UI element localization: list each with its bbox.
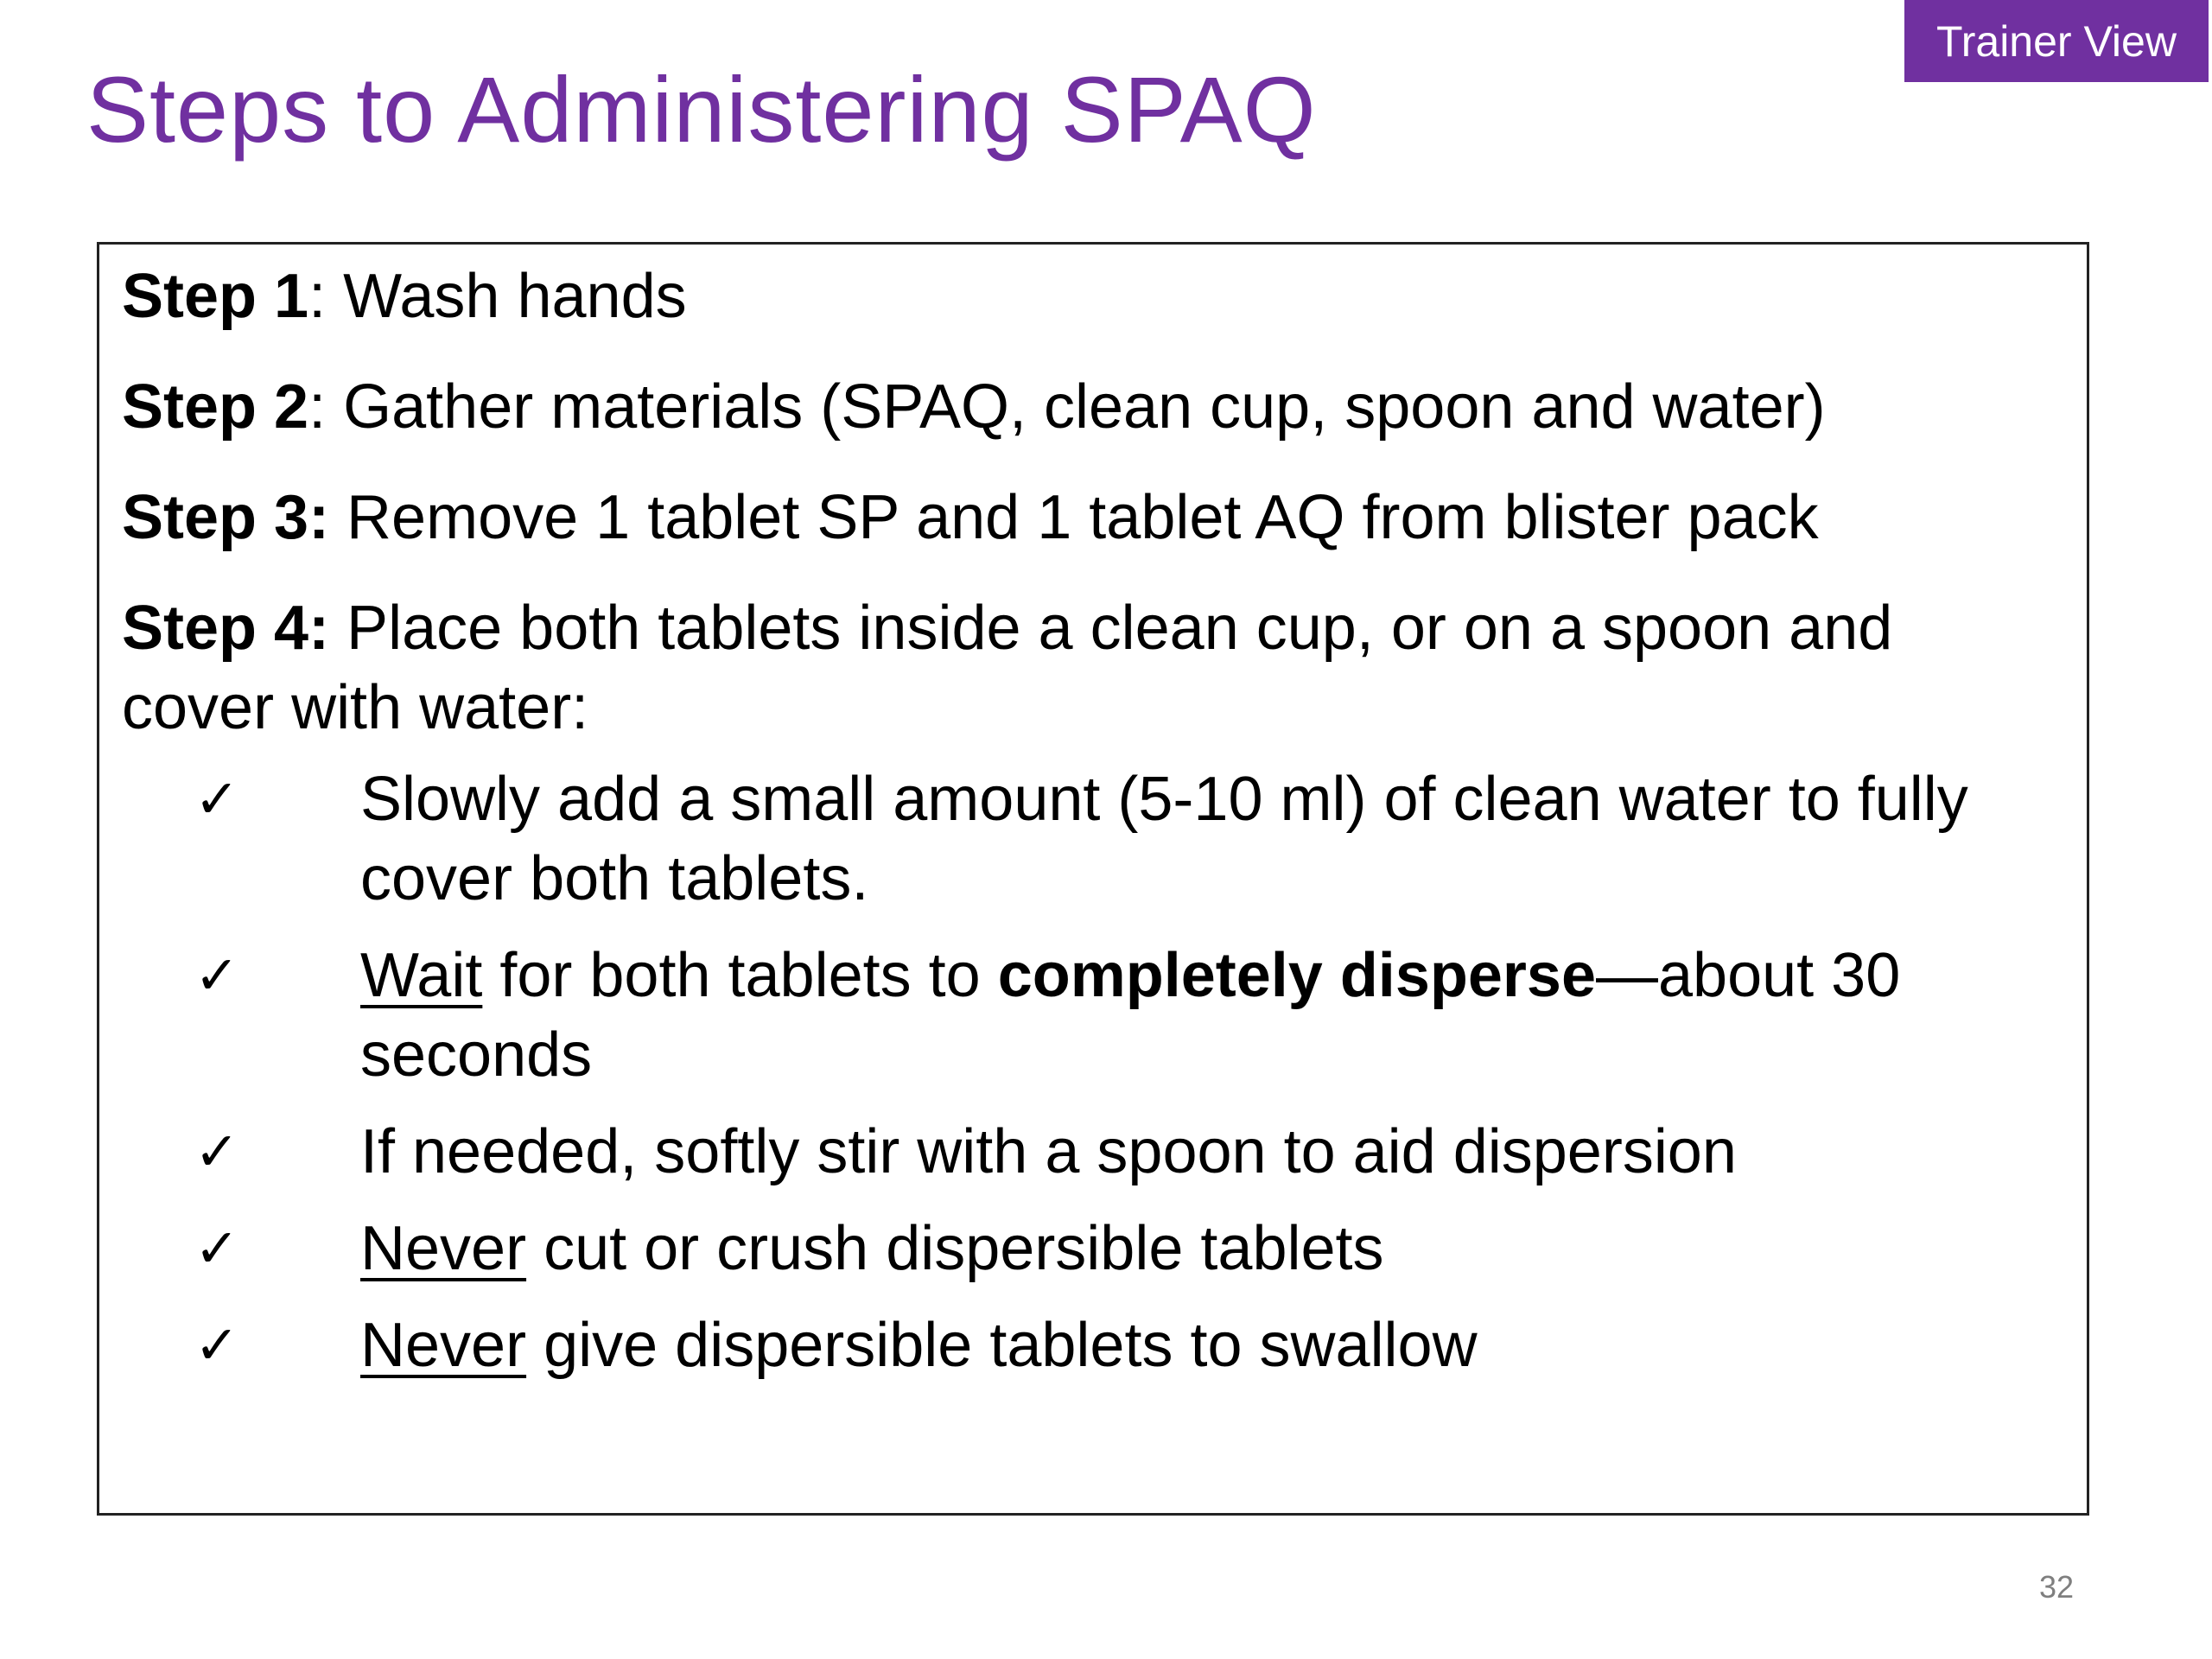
check-item-4-underline: Never — [360, 1214, 527, 1283]
step-4-text-line2: cover with water: — [122, 673, 589, 742]
checkmark-icon: ✓ — [194, 1313, 239, 1376]
check-item-5-underline: Never — [360, 1311, 527, 1380]
checkmark-icon: ✓ — [194, 1120, 239, 1183]
check-item-2-text — [360, 936, 2069, 1095]
check-item-1-line2: cover both tablets. — [360, 844, 869, 913]
step-3 — [122, 478, 2061, 557]
check-item-1-line1: Slowly add a small amount (5-10 ml) of clean water to fully — [360, 765, 1968, 834]
slide-title: Steps to Administering SPAQ — [86, 57, 1317, 162]
step-1-sep: : — [308, 262, 327, 331]
checkmark-icon: ✓ — [194, 1217, 239, 1280]
check-item-2-tail: —about 30 — [1595, 941, 1901, 1010]
check-item-4-line1 — [360, 1209, 2069, 1288]
checkmark-icon: ✓ — [194, 944, 239, 1007]
step-4-label: Step 4: — [122, 594, 330, 663]
trainer-view-label: Trainer View — [1936, 16, 2177, 66]
check-item-5-line1 — [360, 1306, 2069, 1385]
check-item-2-mid: for both tablets to — [482, 941, 998, 1010]
check-item-5-text — [360, 1306, 2069, 1385]
step-2-sep: : — [308, 372, 327, 442]
step-2-text: Gather materials (SPAQ, clean cup, spoon and water) — [326, 372, 1826, 442]
step-1-label: Step 1 — [122, 262, 309, 331]
step-2-label: Step 2 — [122, 372, 309, 442]
check-item-4-rest: cut or crush dispersible tablets — [526, 1214, 1384, 1283]
checkmark-icon: ✓ — [194, 767, 239, 830]
check-item-2-line2: seconds — [360, 1020, 593, 1090]
check-item-2-line1 — [360, 936, 2069, 1015]
check-item-4-text — [360, 1209, 2069, 1288]
step-1-text: Wash hands — [326, 262, 687, 331]
step-1 — [122, 257, 2061, 336]
check-item-3-line1: If needed, softly stir with a spoon to aid dispersion — [360, 1117, 1737, 1186]
check-item-2-bold: completely disperse — [997, 941, 1596, 1010]
steps-box — [97, 242, 2089, 1516]
step-4 — [122, 588, 2061, 747]
check-item-1-text — [360, 760, 2069, 918]
check-item-3-text — [360, 1112, 2069, 1192]
step-3-label: Step 3: — [122, 483, 330, 552]
page-number: 32 — [2038, 1569, 2074, 1605]
step-3-text: Remove 1 tablet SP and 1 tablet AQ from blister pack — [329, 483, 1819, 552]
check-item-5-rest: give dispersible tablets to swallow — [526, 1311, 1478, 1380]
steps-list — [122, 245, 2061, 747]
check-item-2-underline: Wait — [360, 941, 483, 1010]
step-2 — [122, 367, 2061, 447]
trainer-view-badge — [1904, 0, 2209, 82]
step-4-text-line1: Place both tablets inside a clean cup, or on a spoon and — [329, 594, 1893, 663]
